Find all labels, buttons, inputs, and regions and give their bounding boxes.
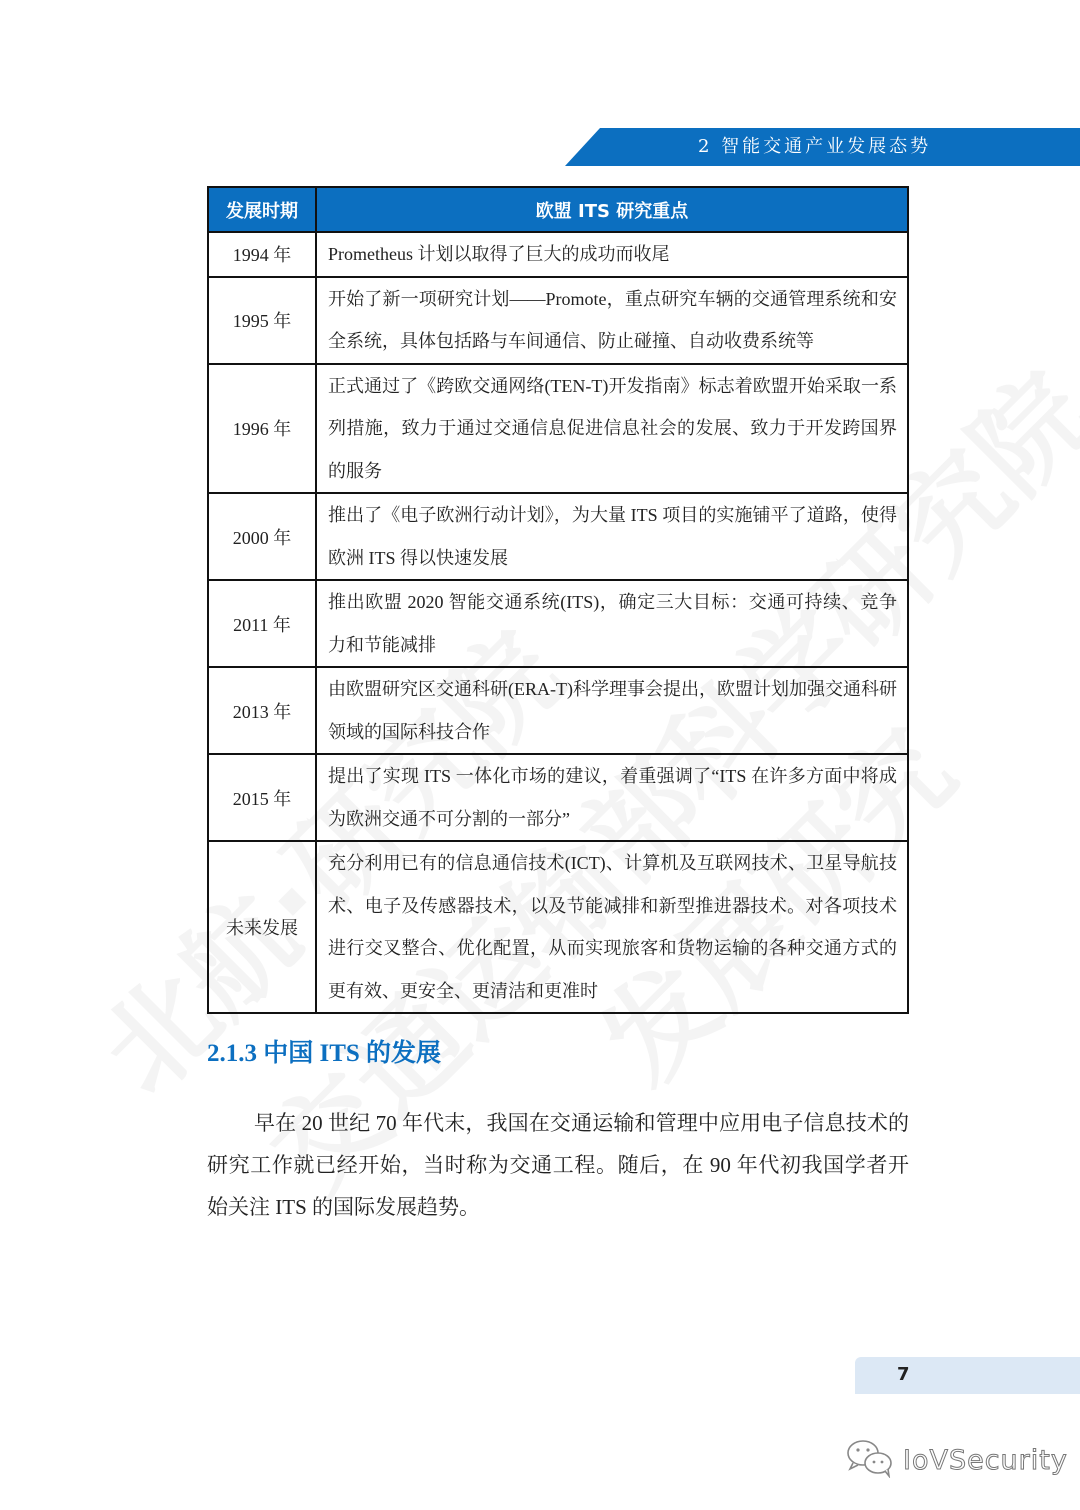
content-cell: 提出了实现 ITS 一体化市场的建议，着重强调了“ITS 在许多方面中将成为欧洲交通不可分割的一部分”: [316, 754, 908, 841]
section-heading: 2.1.3 中国 ITS 的发展: [207, 1040, 442, 1067]
period-cell: 1996 年: [208, 364, 316, 494]
table-row: [208, 580, 908, 667]
table-row: [208, 667, 908, 754]
chapter-title: 2 智能交通产业发展态势: [698, 136, 932, 157]
period-cell: 2000 年: [208, 493, 316, 580]
content-cell: 充分利用已有的信息通信技术(ICT)、计算机及互联网技术、卫星导航技术、电子及传感器技术，以及节能减排和新型推进器技术。对各项技术进行交叉整合、优化配置，从而实现旅客和货物运输的各种交通方式的更有效、更安全、更清洁和更准时: [316, 841, 908, 1013]
period-cell: 2011 年: [208, 580, 316, 667]
wechat-account-name: IoVSecurity: [903, 1444, 1068, 1476]
period-cell: 1995 年: [208, 277, 316, 364]
wechat-watermark: [845, 1438, 1068, 1482]
content-cell: 推出欧盟 2020 智能交通系统(ITS)，确定三大目标：交通可持续、竞争力和节能减排: [316, 580, 908, 667]
table-row: [208, 754, 908, 841]
table-row: [208, 232, 908, 277]
content-cell: 正式通过了《跨欧交通网络(TEN-T)开发指南》标志着欧盟开始采取一系列措施，致力于通过交通信息促进信息社会的发展、致力于开发跨国界的服务: [316, 364, 908, 494]
content-cell: 推出了《电子欧洲行动计划》，为大量 ITS 项目的实施铺平了道路，使得欧洲 ITS 得以快速发展: [316, 493, 908, 580]
column-header-period: 发展时期: [208, 187, 316, 232]
table-row: [208, 364, 908, 494]
table-row: [208, 493, 908, 580]
wechat-icon: [845, 1438, 897, 1482]
period-cell: 未来发展: [208, 841, 316, 1013]
content-cell: Prometheus 计划以取得了巨大的成功而收尾: [316, 232, 908, 277]
column-header-focus: 欧盟 ITS 研究重点: [316, 187, 908, 232]
period-cell: 2015 年: [208, 754, 316, 841]
period-cell: 2013 年: [208, 667, 316, 754]
body-paragraph: 早在 20 世纪 70 年代末，我国在交通运输和管理中应用电子信息技术的研究工作就已经开始，当时称为交通工程。随后，在 90 年代初我国学者开始关注 ITS 的国际发展趋势。: [207, 1111, 909, 1219]
page-number: 7: [897, 1364, 910, 1385]
table-header-row: [208, 187, 908, 232]
eu-its-table: [207, 186, 909, 1014]
content-cell: 由欧盟研究区交通科研(ERA-T)科学理事会提出，欧盟计划加强交通科研领域的国际科技合作: [316, 667, 908, 754]
period-cell: 1994 年: [208, 232, 316, 277]
table-row: [208, 841, 908, 1013]
page-number-tab: [855, 1357, 1080, 1394]
table-row: [208, 277, 908, 364]
content-cell: 开始了新一项研究计划——Promote，重点研究车辆的交通管理系统和安全系统，具体包括路与车间通信、防止碰撞、自动收费系统等: [316, 277, 908, 364]
